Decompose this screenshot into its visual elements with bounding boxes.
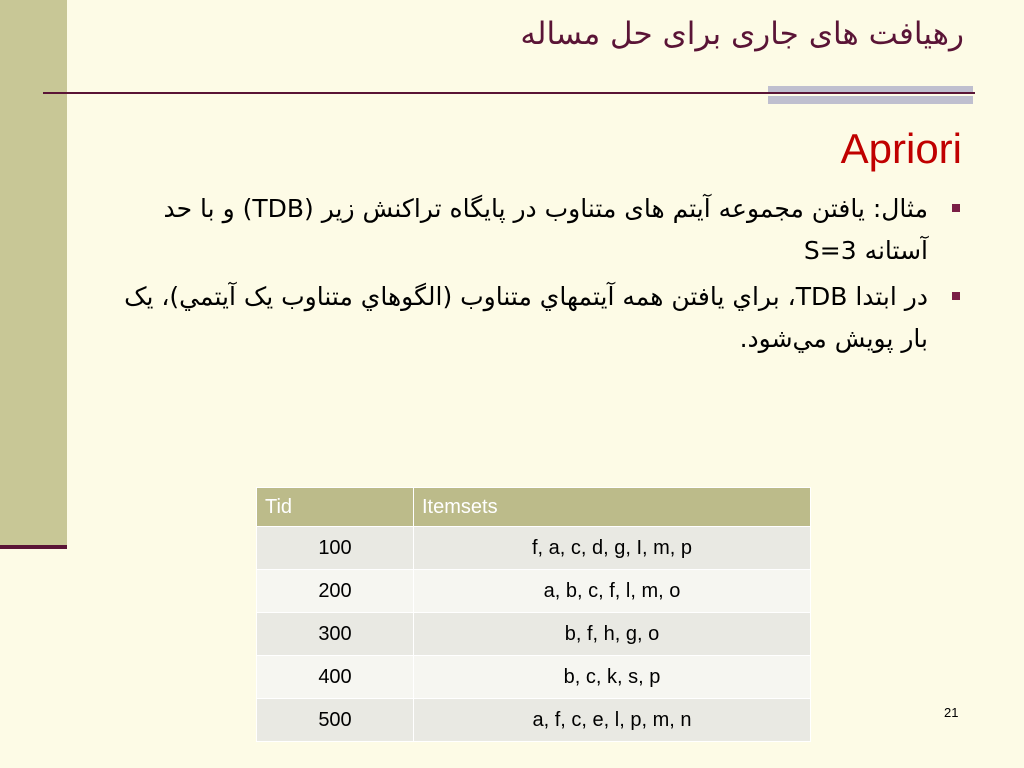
title-rule: [43, 92, 975, 94]
slide-subtitle: Apriori: [840, 125, 962, 172]
cell-itemsets: f, a, c, d, g, I, m, p: [414, 527, 811, 570]
table-row: [257, 527, 811, 570]
cell-itemsets: b, c, k, s, p: [414, 656, 811, 699]
page-number: 21: [944, 705, 959, 720]
table-header-row: [257, 488, 811, 527]
bullet-item: [100, 276, 960, 360]
cell-itemsets: b, f, h, g, o: [414, 613, 811, 656]
table-row: [257, 656, 811, 699]
table-row: [257, 570, 811, 613]
cell-tid: 300: [257, 613, 414, 656]
bullet-marker: [952, 204, 960, 212]
cell-tid: 200: [257, 570, 414, 613]
title-stripe-bottom: [768, 96, 973, 104]
bullet-item: [100, 188, 960, 272]
table-row: [257, 613, 811, 656]
header-tid: Tid: [257, 488, 414, 527]
left-sidebar-bar: [0, 0, 67, 546]
bullet-marker: [952, 292, 960, 300]
cell-itemsets: a, f, c, e, l, p, m, n: [414, 699, 811, 742]
cell-tid: 400: [257, 656, 414, 699]
bullet-list: [100, 188, 960, 364]
slide-title: رهیافت های جاری برای حل مساله: [520, 16, 964, 52]
transaction-table: [256, 487, 811, 742]
cell-tid: 100: [257, 527, 414, 570]
cell-tid: 500: [257, 699, 414, 742]
bullet-text: مثال: یافتن مجموعه آیتم های متناوب در پایگاه تراکنش زیر (TDB) و با حد آستانه S=3: [163, 194, 928, 265]
table-row: [257, 699, 811, 742]
header-itemsets: Itemsets: [414, 488, 811, 527]
left-accent-line: [0, 545, 67, 549]
cell-itemsets: a, b, c, f, l, m, o: [414, 570, 811, 613]
bullet-text: در ابتدا TDB، براي يافتن همه آيتمهاي متناوب (الگوهاي متناوب يک آيتمي)، يک بار پويش مي‌شود.: [124, 282, 928, 353]
